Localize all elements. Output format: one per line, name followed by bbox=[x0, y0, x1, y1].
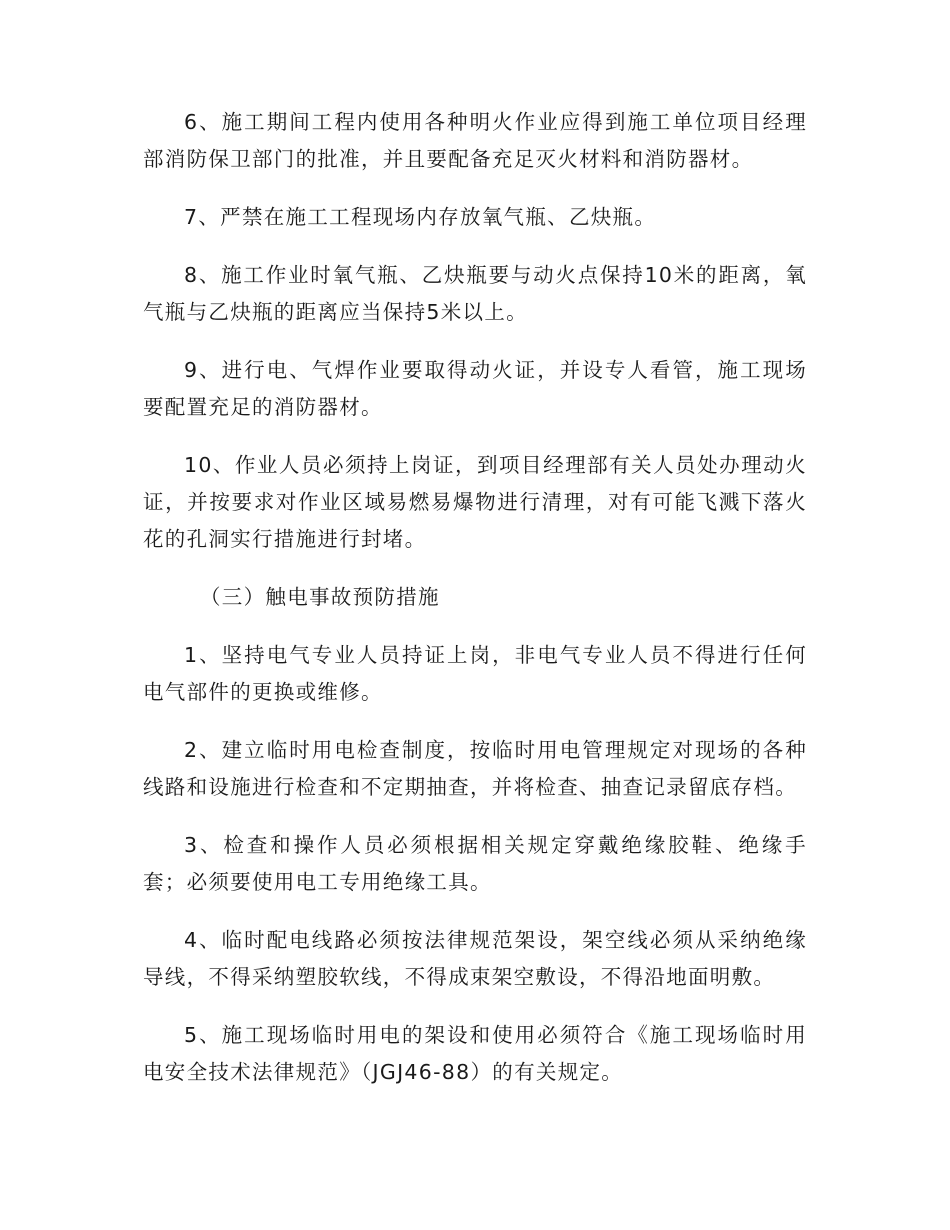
section-heading: （三）触电事故预防措施 bbox=[200, 585, 440, 609]
section-paragraph-3: 3、检查和操作人员必须根据相关规定穿戴绝缘胶鞋、绝缘手套；必须要使用电工专用绝缘工具。 bbox=[143, 833, 807, 894]
section-paragraph-2: 2、建立临时用电检查制度，按临时用电管理规定对现场的各种线路和设施进行检查和不定期抽查，并将检查、抽查记录留底存档。 bbox=[143, 738, 807, 799]
section-paragraph-1: 1、坚持电气专业人员持证上岗，非电气专业人员不得进行任何电气部件的更换或维修。 bbox=[143, 643, 807, 704]
document-page bbox=[143, 104, 807, 1112]
section-paragraph-4: 4、临时配电线路必须按法律规范架设，架空线必须从采纳绝缘导线，不得采纳塑胶软线，不得成束架空敷设，不得沿地面明敷。 bbox=[143, 928, 807, 989]
paragraph-item-7: 7、严禁在施工工程现场内存放氧气瓶、乙炔瓶。 bbox=[184, 205, 657, 229]
section-paragraph-5: 5、施工现场临时用电的架设和使用必须符合《施工现场临时用电安全技术法律规范》（JGJ46-88）的有关规定。 bbox=[143, 1023, 807, 1084]
paragraph-item-8: 8、施工作业时氧气瓶、乙炔瓶要与动火点保持10米的距离，氧气瓶与乙炔瓶的距离应当保持5米以上。 bbox=[143, 263, 807, 324]
paragraph-item-9: 9、进行电、气焊作业要取得动火证，并设专人看管，施工现场要配置充足的消防器材。 bbox=[143, 358, 807, 419]
paragraph-item-10: 10、作业人员必须持上岗证，到项目经理部有关人员处办理动火证，并按要求对作业区域易燃易爆物进行清理，对有可能飞溅下落火花的孔洞实行措施进行封堵。 bbox=[143, 453, 807, 551]
paragraph-item-6: 6、施工期间工程内使用各种明火作业应得到施工单位项目经理部消防保卫部门的批准，并且要配备充足灭火材料和消防器材。 bbox=[143, 110, 807, 171]
